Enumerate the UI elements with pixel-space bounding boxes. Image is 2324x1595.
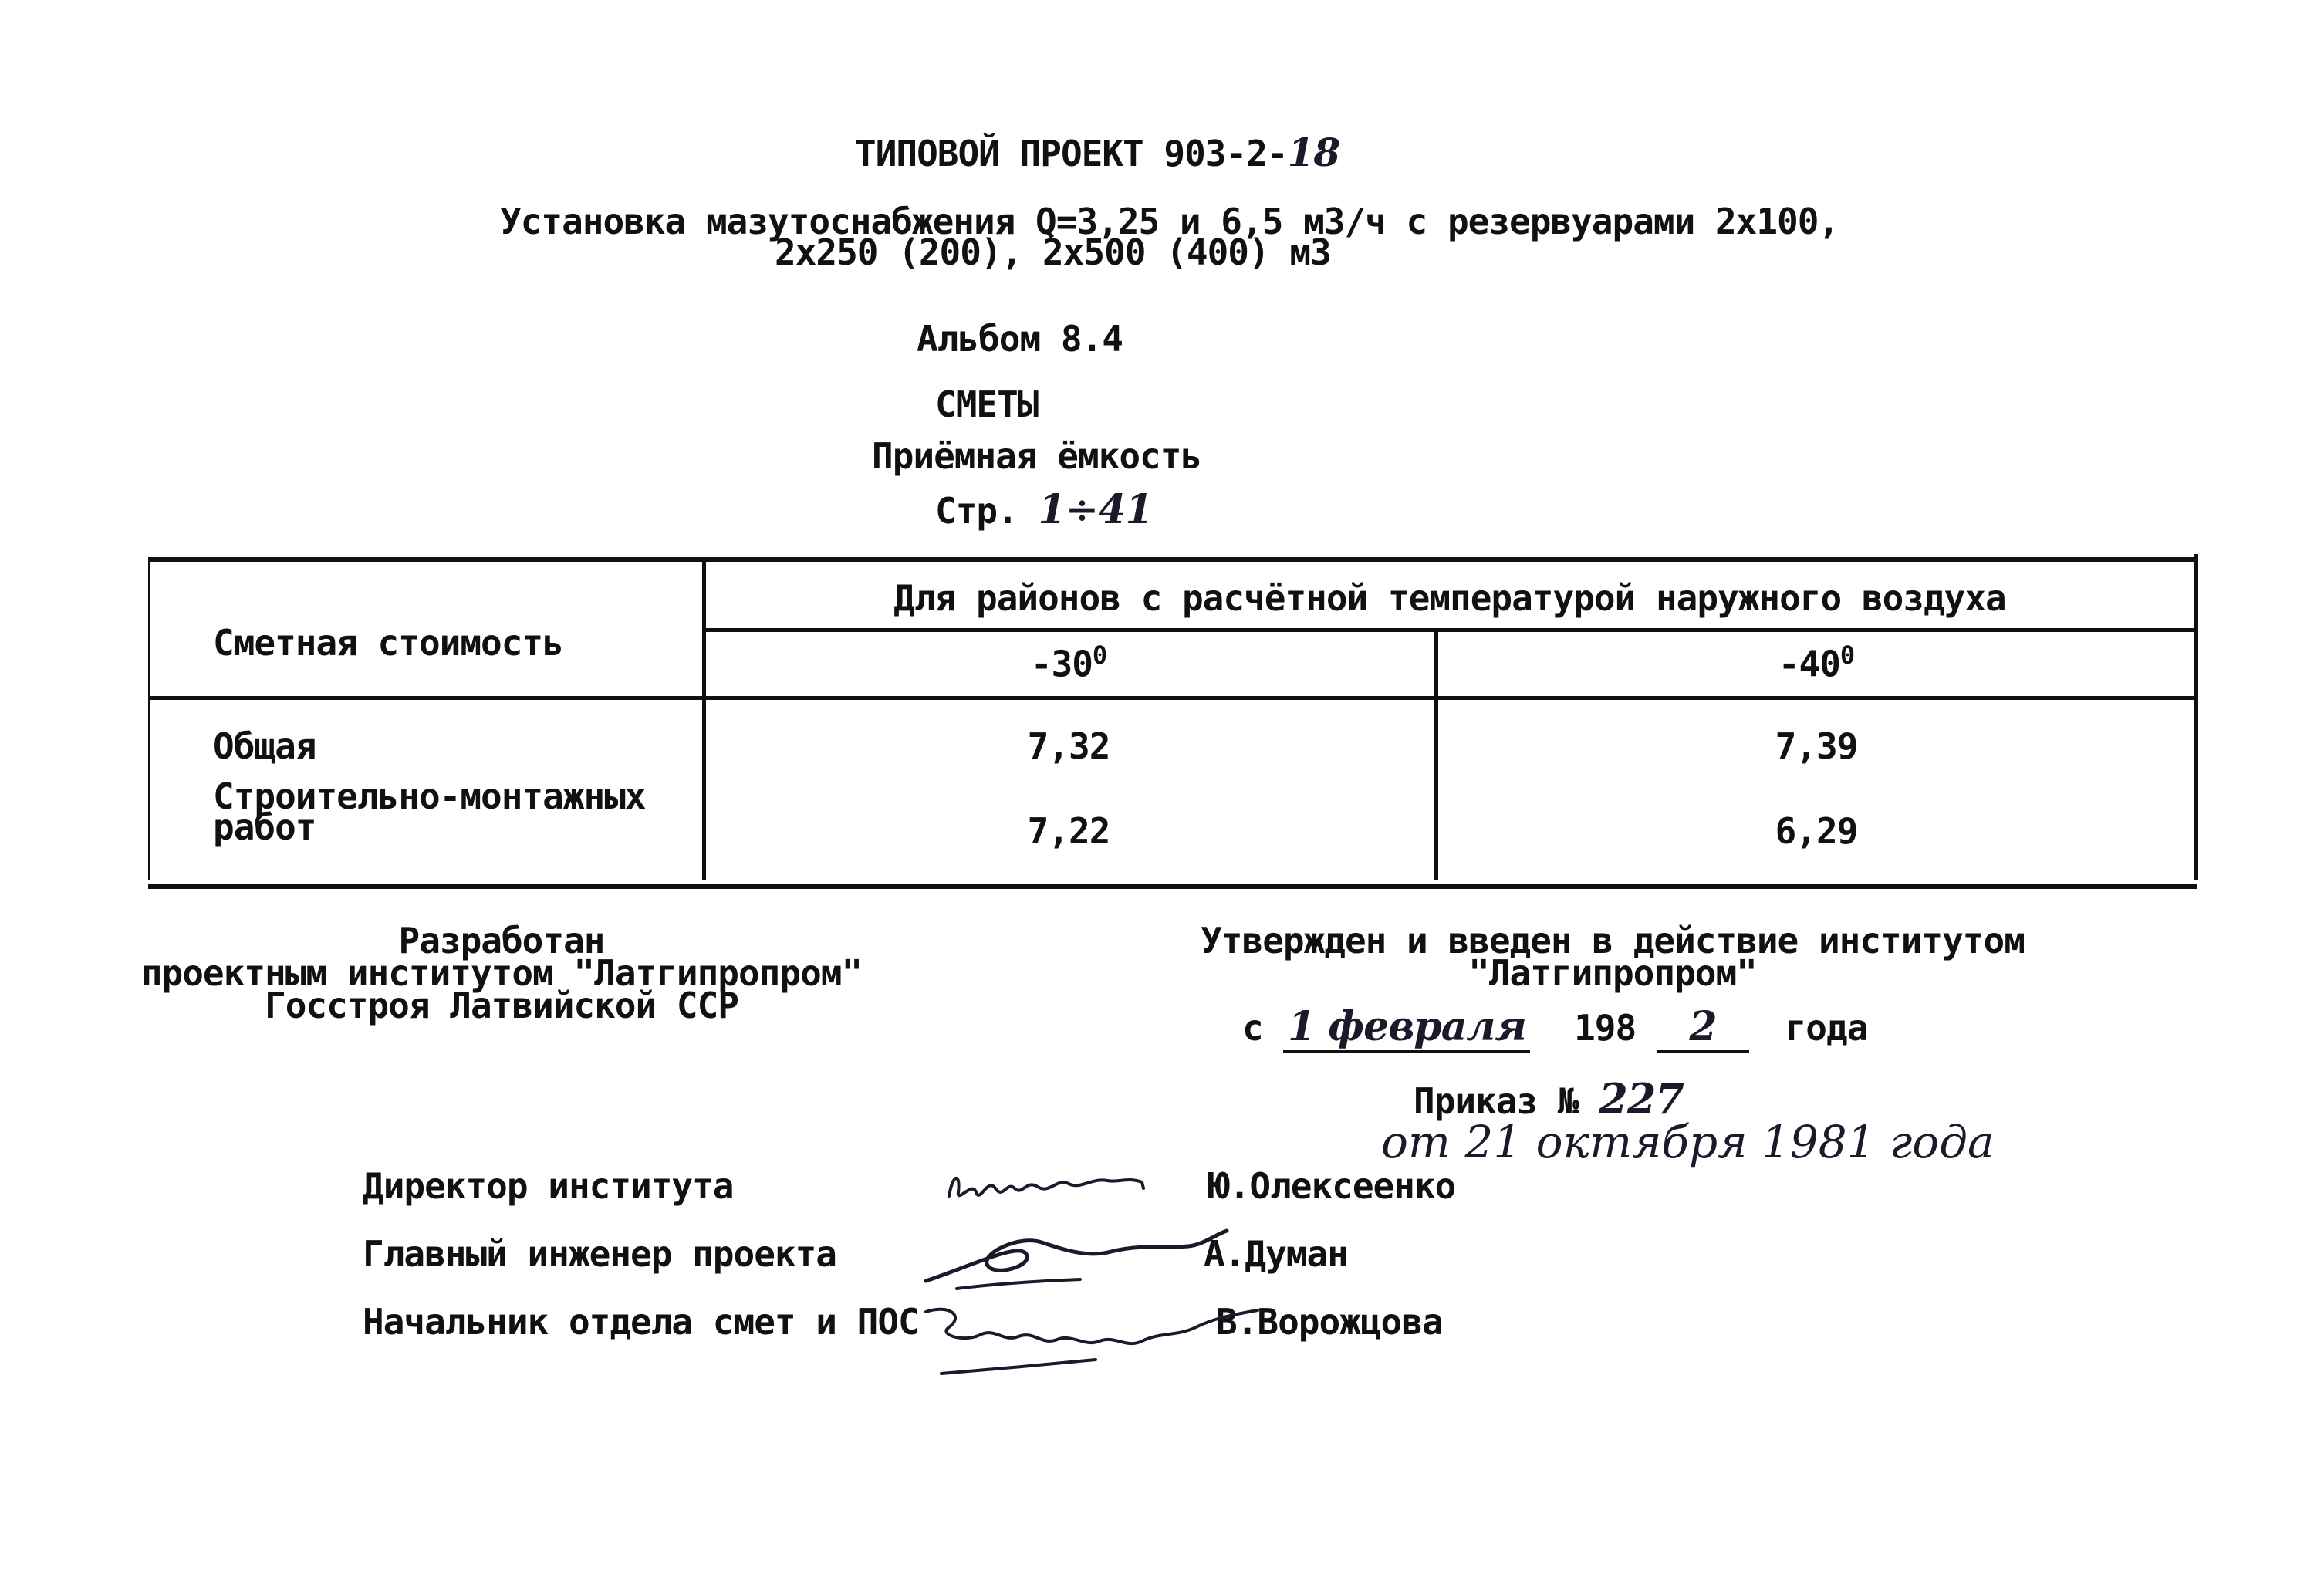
signatory-role-estimates-head: Начальник отдела смет и ПОС <box>363 1301 919 1343</box>
order-number-handwritten: 227 <box>1599 1074 1684 1124</box>
developed-line: Госстроя Латвийской ССР <box>265 985 738 1026</box>
column-header-degree: 0 <box>1839 640 1855 670</box>
order-label: Приказ № <box>1414 1080 1579 1122</box>
table-border-left <box>148 562 150 880</box>
developed-line: Разработан <box>398 920 605 961</box>
signatory-name-estimates-head: В.Ворожцова <box>1216 1301 1443 1343</box>
row-label-total: Общая <box>213 725 316 767</box>
approved-date-line <box>1242 1003 1867 1053</box>
project-code <box>855 130 1339 175</box>
row-label-line: Строительно-монтажных <box>213 776 646 817</box>
title-line-2: 2х250 (200), 2х500 (400) м3 <box>775 231 1331 273</box>
column-header-value: -30 <box>1030 643 1093 685</box>
developed-line: проектным институтом "Латгипропром" <box>140 952 863 994</box>
group-header: Для районов с расчётной температурой наружного воздуха <box>893 577 2006 619</box>
year-suffix: года <box>1785 1007 1868 1049</box>
project-number-handwritten: 18 <box>1287 130 1340 175</box>
pages-handwritten: 1÷41 <box>1038 486 1153 533</box>
date-handwritten: 1 февраля <box>1283 1003 1530 1053</box>
column-header-value: -40 <box>1778 643 1840 685</box>
signature-director-icon <box>941 1150 1173 1219</box>
table-header-bottom <box>148 696 2197 700</box>
title-line-1: Установка мазутоснабжения Q=3,25 и 6,5 м3/ч с резервуарами 2х100, <box>500 201 1839 242</box>
developed-block <box>116 920 887 1026</box>
row-label-construction <box>213 776 646 848</box>
cost-table <box>148 557 2197 889</box>
year-digit-handwritten: 2 <box>1657 1003 1749 1053</box>
signatory-role-chief-engineer: Главный инженер проекта <box>363 1233 836 1275</box>
order-date-handwritten: от 21 октября 1981 года <box>1381 1116 1995 1168</box>
cell-construction-minus40: 6,29 <box>1775 810 1858 852</box>
cell-total-minus40: 7,39 <box>1775 725 1858 767</box>
year-prefix: 198 <box>1574 1007 1637 1049</box>
signatory-role-director: Директор института <box>363 1165 734 1207</box>
from-prefix: с <box>1242 1007 1263 1049</box>
album-label: Альбом 8.4 <box>917 318 1123 360</box>
signature-estimates-head-icon <box>895 1281 1296 1397</box>
approved-line: "Латгипропром" <box>1468 952 1757 994</box>
cell-construction-minus30: 7,22 <box>1027 810 1110 852</box>
row-label-line: работ <box>213 806 316 848</box>
column-header-minus30 <box>702 640 1435 684</box>
subsection-title: Приёмная ёмкость <box>872 435 1202 477</box>
column-header-degree: 0 <box>1092 640 1107 670</box>
cell-total-minus30: 7,32 <box>1027 725 1110 767</box>
row-header: Сметная стоимость <box>213 622 563 664</box>
pages-line <box>935 486 1153 533</box>
pages-label: Стр. <box>935 490 1018 532</box>
signatory-name-director: Ю.Олексеенко <box>1208 1165 1456 1207</box>
approved-line: Утвержден и введен в действие институтом <box>1201 920 2025 961</box>
section-title: СМЕТЫ <box>935 384 1039 425</box>
column-header-minus40 <box>1435 640 2197 684</box>
approved-block <box>1157 920 2068 994</box>
project-prefix: ТИПОВОЙ ПРОЕКТ 903-2- <box>855 133 1288 174</box>
signatory-name-chief-engineer: А.Думан <box>1204 1233 1348 1275</box>
table-divider-horizontal <box>702 628 2197 632</box>
